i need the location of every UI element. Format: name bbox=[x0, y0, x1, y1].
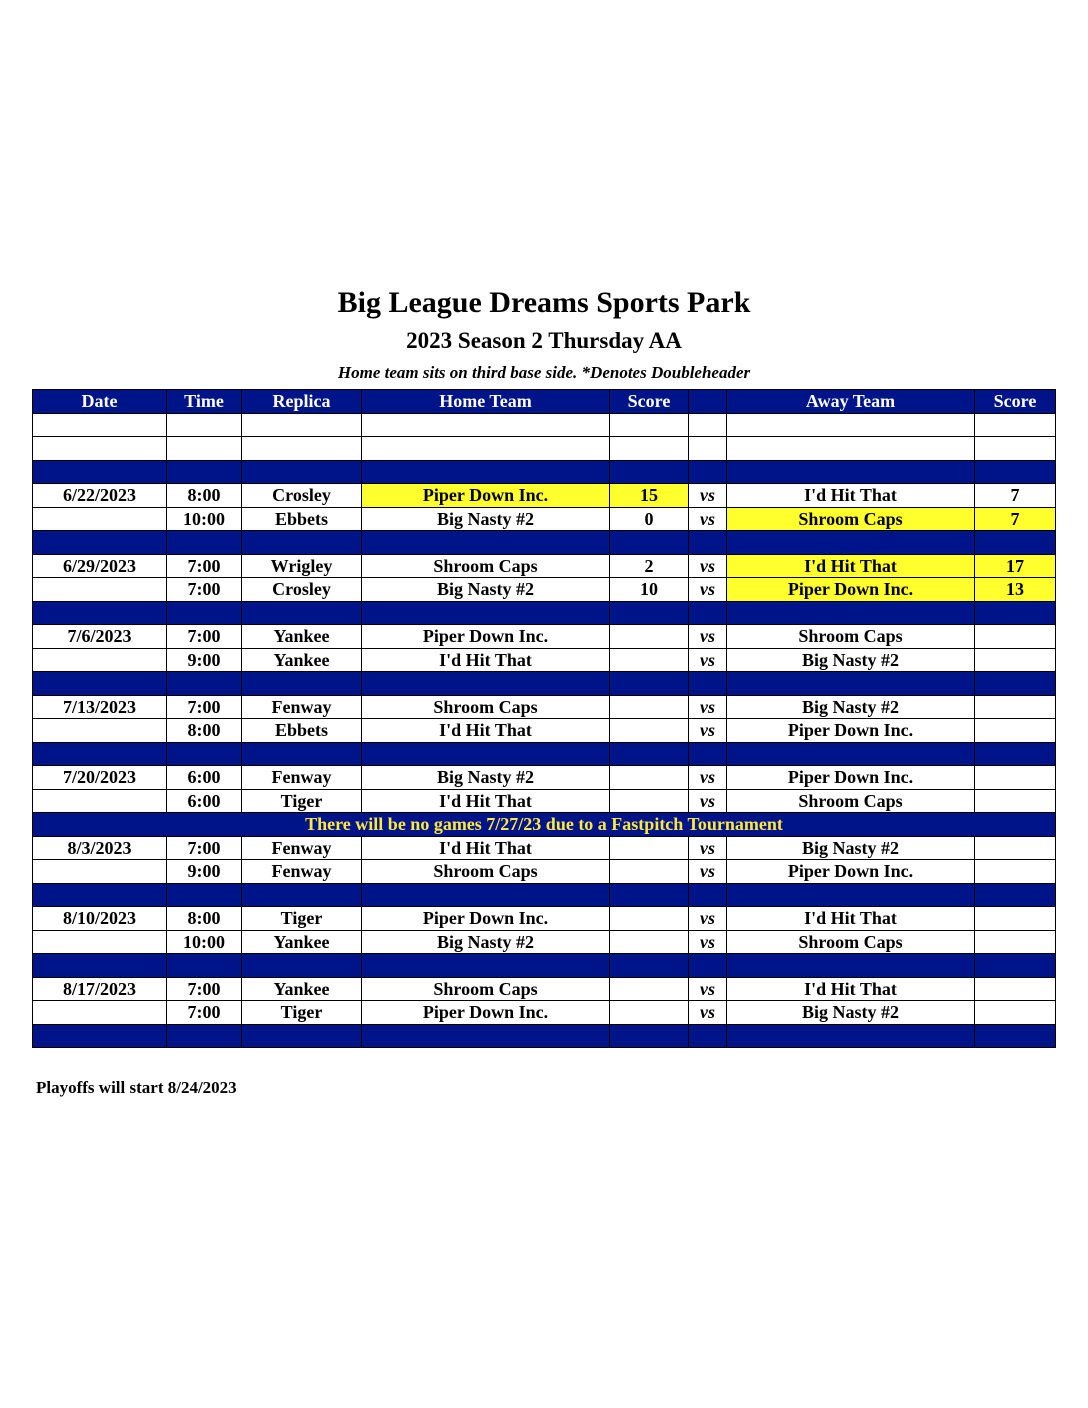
page-title: Big League Dreams Sports Park bbox=[337, 286, 751, 319]
cell-away: Piper Down Inc. bbox=[727, 719, 975, 743]
cell-date bbox=[33, 531, 167, 555]
cell-vs: vs bbox=[689, 930, 727, 954]
cell-away-score bbox=[975, 719, 1056, 743]
cell-away: Big Nasty #2 bbox=[727, 695, 975, 719]
cell-replica: Fenway bbox=[242, 695, 362, 719]
cell-replica: Ebbets bbox=[242, 719, 362, 743]
cell-away-score bbox=[975, 789, 1056, 813]
cell-vs: vs bbox=[689, 625, 727, 649]
cell-home-score bbox=[610, 625, 689, 649]
cell-home: I'd Hit That bbox=[362, 719, 610, 743]
cell-date bbox=[33, 648, 167, 672]
cell-home bbox=[362, 531, 610, 555]
column-header-away-score: Score bbox=[975, 390, 1056, 414]
cell-vs: vs bbox=[689, 507, 727, 531]
cell-date bbox=[33, 930, 167, 954]
cell-replica: Yankee bbox=[242, 648, 362, 672]
cell-time: 7:00 bbox=[167, 695, 242, 719]
cell-home-score bbox=[610, 460, 689, 484]
cell-date: 6/22/2023 bbox=[33, 484, 167, 508]
cell-home: Big Nasty #2 bbox=[362, 930, 610, 954]
cell-away-score bbox=[975, 742, 1056, 766]
cell-home-score bbox=[610, 437, 689, 461]
cell-home-score bbox=[610, 742, 689, 766]
blank-row bbox=[33, 437, 1056, 461]
separator-row bbox=[33, 460, 1056, 484]
schedule-note: Home team sits on third base side. *Denotes Doubleheader bbox=[337, 363, 751, 382]
cell-replica bbox=[242, 672, 362, 696]
separator-row bbox=[33, 672, 1056, 696]
cell-away: Shroom Caps bbox=[727, 930, 975, 954]
cell-home: Piper Down Inc. bbox=[362, 625, 610, 649]
cell-vs bbox=[689, 531, 727, 555]
cell-time bbox=[167, 954, 242, 978]
cell-date bbox=[33, 601, 167, 625]
cell-replica bbox=[242, 531, 362, 555]
cell-home-score: 10 bbox=[610, 578, 689, 602]
cell-away-score bbox=[975, 977, 1056, 1001]
cell-away-score bbox=[975, 1024, 1056, 1048]
cell-home bbox=[362, 883, 610, 907]
cell-away-score bbox=[975, 930, 1056, 954]
cell-away bbox=[727, 531, 975, 555]
table-row bbox=[33, 578, 1056, 602]
cell-home: I'd Hit That bbox=[362, 789, 610, 813]
cell-away: Big Nasty #2 bbox=[727, 1001, 975, 1025]
cell-home-score bbox=[610, 1001, 689, 1025]
cell-home bbox=[362, 954, 610, 978]
cell-time: 9:00 bbox=[167, 648, 242, 672]
cell-away: I'd Hit That bbox=[727, 977, 975, 1001]
cell-home: Shroom Caps bbox=[362, 554, 610, 578]
cell-away-score: 7 bbox=[975, 484, 1056, 508]
cell-vs bbox=[689, 437, 727, 461]
column-header-date: Date bbox=[33, 390, 167, 414]
cell-home-score: 15 bbox=[610, 484, 689, 508]
cell-home bbox=[362, 437, 610, 461]
cell-vs: vs bbox=[689, 695, 727, 719]
cell-home-score bbox=[610, 836, 689, 860]
cell-replica bbox=[242, 601, 362, 625]
cell-time: 6:00 bbox=[167, 766, 242, 790]
cell-date bbox=[33, 672, 167, 696]
cell-vs: vs bbox=[689, 860, 727, 884]
cell-away-score bbox=[975, 766, 1056, 790]
cell-vs: vs bbox=[689, 789, 727, 813]
table-row bbox=[33, 836, 1056, 860]
cell-away-score bbox=[975, 907, 1056, 931]
cell-away-score bbox=[975, 883, 1056, 907]
cell-time: 8:00 bbox=[167, 907, 242, 931]
cell-away-score: 7 bbox=[975, 507, 1056, 531]
cell-home: I'd Hit That bbox=[362, 836, 610, 860]
cell-date bbox=[33, 437, 167, 461]
cell-home bbox=[362, 1024, 610, 1048]
cell-home: Piper Down Inc. bbox=[362, 907, 610, 931]
cell-away: Piper Down Inc. bbox=[727, 860, 975, 884]
cell-home-score bbox=[610, 531, 689, 555]
separator-row bbox=[33, 1024, 1056, 1048]
column-header-replica: Replica bbox=[242, 390, 362, 414]
playoffs-note: Playoffs will start 8/24/2023 bbox=[36, 1078, 237, 1097]
table-row bbox=[33, 695, 1056, 719]
cell-time bbox=[167, 413, 242, 437]
cell-replica bbox=[242, 883, 362, 907]
cell-vs bbox=[689, 460, 727, 484]
cell-date bbox=[33, 742, 167, 766]
table-row bbox=[33, 719, 1056, 743]
cell-replica: Ebbets bbox=[242, 507, 362, 531]
cell-away-score bbox=[975, 954, 1056, 978]
cell-time bbox=[167, 672, 242, 696]
cell-home-score bbox=[610, 883, 689, 907]
cell-replica bbox=[242, 954, 362, 978]
cell-time bbox=[167, 460, 242, 484]
cell-vs: vs bbox=[689, 836, 727, 860]
cell-away-score bbox=[975, 1001, 1056, 1025]
cell-vs bbox=[689, 883, 727, 907]
cell-away-score: 13 bbox=[975, 578, 1056, 602]
cell-vs bbox=[689, 954, 727, 978]
cell-time bbox=[167, 1024, 242, 1048]
cell-time: 7:00 bbox=[167, 1001, 242, 1025]
cell-home: Shroom Caps bbox=[362, 695, 610, 719]
cell-vs bbox=[689, 672, 727, 696]
cell-vs bbox=[689, 601, 727, 625]
cell-date bbox=[33, 719, 167, 743]
cell-home-score bbox=[610, 695, 689, 719]
cell-vs: vs bbox=[689, 719, 727, 743]
cell-replica: Fenway bbox=[242, 766, 362, 790]
table-row bbox=[33, 625, 1056, 649]
cell-away bbox=[727, 601, 975, 625]
cell-time: 8:00 bbox=[167, 719, 242, 743]
separator-row bbox=[33, 742, 1056, 766]
cell-home-score bbox=[610, 930, 689, 954]
cell-away: Big Nasty #2 bbox=[727, 648, 975, 672]
cell-date: 8/17/2023 bbox=[33, 977, 167, 1001]
cell-home-score bbox=[610, 789, 689, 813]
cell-replica bbox=[242, 413, 362, 437]
cell-away: I'd Hit That bbox=[727, 554, 975, 578]
cell-away bbox=[727, 742, 975, 766]
column-header-vs bbox=[689, 390, 727, 414]
cell-home-score: 0 bbox=[610, 507, 689, 531]
cell-vs: vs bbox=[689, 766, 727, 790]
cell-home bbox=[362, 742, 610, 766]
cell-time: 9:00 bbox=[167, 860, 242, 884]
cell-date: 7/13/2023 bbox=[33, 695, 167, 719]
cell-time: 7:00 bbox=[167, 977, 242, 1001]
cell-date bbox=[33, 507, 167, 531]
cell-time: 6:00 bbox=[167, 789, 242, 813]
cell-away bbox=[727, 883, 975, 907]
schedule-table bbox=[32, 389, 1056, 1048]
cell-home-score bbox=[610, 907, 689, 931]
cell-date bbox=[33, 413, 167, 437]
cell-date: 8/3/2023 bbox=[33, 836, 167, 860]
table-row bbox=[33, 860, 1056, 884]
table-row bbox=[33, 907, 1056, 931]
table-row bbox=[33, 648, 1056, 672]
cell-date bbox=[33, 860, 167, 884]
cell-home-score bbox=[610, 766, 689, 790]
table-row bbox=[33, 930, 1056, 954]
cell-home bbox=[362, 601, 610, 625]
cell-date: 6/29/2023 bbox=[33, 554, 167, 578]
cell-home: Big Nasty #2 bbox=[362, 766, 610, 790]
cell-home: I'd Hit That bbox=[362, 648, 610, 672]
notice-row bbox=[33, 813, 1056, 837]
cell-home-score bbox=[610, 860, 689, 884]
cell-vs: vs bbox=[689, 578, 727, 602]
table-row bbox=[33, 766, 1056, 790]
cell-replica: Fenway bbox=[242, 836, 362, 860]
cell-replica bbox=[242, 437, 362, 461]
separator-row bbox=[33, 883, 1056, 907]
cell-time: 7:00 bbox=[167, 578, 242, 602]
cell-home: Big Nasty #2 bbox=[362, 578, 610, 602]
cell-away-score: 17 bbox=[975, 554, 1056, 578]
cell-away bbox=[727, 437, 975, 461]
cell-away: Shroom Caps bbox=[727, 625, 975, 649]
cell-away-score bbox=[975, 860, 1056, 884]
cell-vs bbox=[689, 1024, 727, 1048]
cell-home: Piper Down Inc. bbox=[362, 1001, 610, 1025]
notice-text: There will be no games 7/27/23 due to a Fastpitch Tournament bbox=[33, 813, 1056, 837]
cell-vs: vs bbox=[689, 1001, 727, 1025]
cell-vs: vs bbox=[689, 648, 727, 672]
cell-home-score bbox=[610, 601, 689, 625]
cell-time bbox=[167, 531, 242, 555]
blank-row bbox=[33, 413, 1056, 437]
table-row bbox=[33, 484, 1056, 508]
cell-date bbox=[33, 1001, 167, 1025]
cell-replica bbox=[242, 460, 362, 484]
cell-away-score bbox=[975, 460, 1056, 484]
cell-replica bbox=[242, 1024, 362, 1048]
cell-time bbox=[167, 742, 242, 766]
cell-date bbox=[33, 1024, 167, 1048]
cell-away-score bbox=[975, 601, 1056, 625]
cell-replica bbox=[242, 742, 362, 766]
table-header-row bbox=[33, 390, 1056, 414]
column-header-home-score: Score bbox=[610, 390, 689, 414]
cell-away bbox=[727, 672, 975, 696]
cell-time: 8:00 bbox=[167, 484, 242, 508]
column-header-time: Time bbox=[167, 390, 242, 414]
table-row bbox=[33, 1001, 1056, 1025]
cell-vs bbox=[689, 413, 727, 437]
cell-away-score bbox=[975, 413, 1056, 437]
cell-vs: vs bbox=[689, 554, 727, 578]
cell-replica: Fenway bbox=[242, 860, 362, 884]
page-subtitle: 2023 Season 2 Thursday AA bbox=[406, 328, 682, 353]
cell-away-score bbox=[975, 836, 1056, 860]
cell-away-score bbox=[975, 437, 1056, 461]
cell-date: 7/20/2023 bbox=[33, 766, 167, 790]
cell-home: Big Nasty #2 bbox=[362, 507, 610, 531]
cell-home-score bbox=[610, 413, 689, 437]
cell-home bbox=[362, 460, 610, 484]
cell-vs: vs bbox=[689, 977, 727, 1001]
cell-vs: vs bbox=[689, 484, 727, 508]
cell-away: I'd Hit That bbox=[727, 907, 975, 931]
cell-away-score bbox=[975, 625, 1056, 649]
cell-away bbox=[727, 954, 975, 978]
cell-home-score bbox=[610, 648, 689, 672]
cell-home: Shroom Caps bbox=[362, 860, 610, 884]
cell-home-score: 2 bbox=[610, 554, 689, 578]
cell-away: Shroom Caps bbox=[727, 507, 975, 531]
cell-replica: Tiger bbox=[242, 907, 362, 931]
cell-replica: Crosley bbox=[242, 578, 362, 602]
cell-date bbox=[33, 789, 167, 813]
cell-time: 7:00 bbox=[167, 554, 242, 578]
separator-row bbox=[33, 601, 1056, 625]
cell-away: Piper Down Inc. bbox=[727, 766, 975, 790]
cell-home: Shroom Caps bbox=[362, 977, 610, 1001]
cell-away bbox=[727, 460, 975, 484]
column-header-away-team: Away Team bbox=[727, 390, 975, 414]
cell-home: Piper Down Inc. bbox=[362, 484, 610, 508]
cell-date bbox=[33, 460, 167, 484]
cell-date: 8/10/2023 bbox=[33, 907, 167, 931]
cell-home-score bbox=[610, 954, 689, 978]
cell-time: 10:00 bbox=[167, 930, 242, 954]
cell-vs: vs bbox=[689, 907, 727, 931]
cell-date bbox=[33, 883, 167, 907]
cell-home bbox=[362, 413, 610, 437]
cell-date: 7/6/2023 bbox=[33, 625, 167, 649]
table-row bbox=[33, 507, 1056, 531]
cell-away-score bbox=[975, 695, 1056, 719]
cell-date bbox=[33, 954, 167, 978]
cell-replica: Tiger bbox=[242, 1001, 362, 1025]
cell-time: 7:00 bbox=[167, 836, 242, 860]
cell-away: Big Nasty #2 bbox=[727, 836, 975, 860]
cell-time: 10:00 bbox=[167, 507, 242, 531]
cell-replica: Yankee bbox=[242, 930, 362, 954]
separator-row bbox=[33, 954, 1056, 978]
table-row bbox=[33, 789, 1056, 813]
cell-replica: Tiger bbox=[242, 789, 362, 813]
cell-date bbox=[33, 578, 167, 602]
cell-away: Piper Down Inc. bbox=[727, 578, 975, 602]
cell-vs bbox=[689, 742, 727, 766]
cell-time: 7:00 bbox=[167, 625, 242, 649]
cell-replica: Crosley bbox=[242, 484, 362, 508]
cell-away bbox=[727, 413, 975, 437]
cell-time bbox=[167, 437, 242, 461]
cell-home-score bbox=[610, 719, 689, 743]
cell-away-score bbox=[975, 648, 1056, 672]
cell-away: I'd Hit That bbox=[727, 484, 975, 508]
cell-time bbox=[167, 883, 242, 907]
cell-time bbox=[167, 601, 242, 625]
cell-replica: Yankee bbox=[242, 977, 362, 1001]
table-row bbox=[33, 977, 1056, 1001]
cell-home-score bbox=[610, 672, 689, 696]
separator-row bbox=[33, 531, 1056, 555]
cell-away: Shroom Caps bbox=[727, 789, 975, 813]
cell-home bbox=[362, 672, 610, 696]
cell-replica: Wrigley bbox=[242, 554, 362, 578]
cell-away bbox=[727, 1024, 975, 1048]
cell-replica: Yankee bbox=[242, 625, 362, 649]
cell-home-score bbox=[610, 977, 689, 1001]
cell-away-score bbox=[975, 531, 1056, 555]
table-row bbox=[33, 554, 1056, 578]
column-header-home-team: Home Team bbox=[362, 390, 610, 414]
cell-away-score bbox=[975, 672, 1056, 696]
cell-home-score bbox=[610, 1024, 689, 1048]
